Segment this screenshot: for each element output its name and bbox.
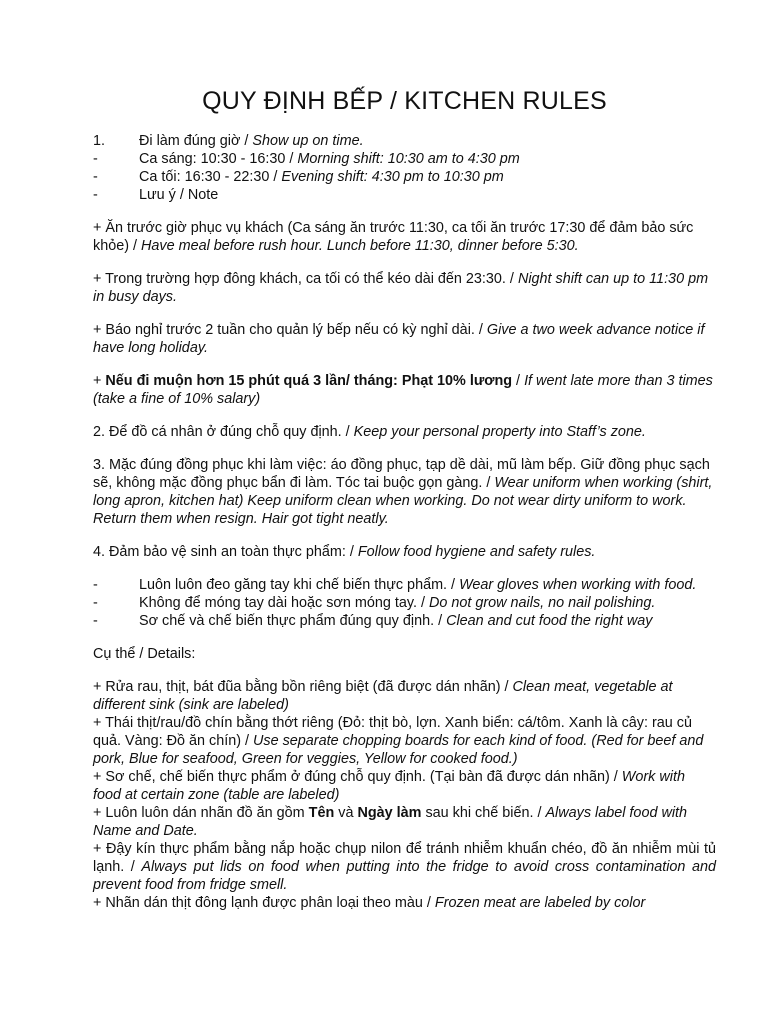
detail-sinks: + Rửa rau, thịt, bát đũa bằng bồn riêng biệt (đã được dán nhãn) / Clean meat, vegetable at different sink (sink are labeled) xyxy=(93,679,673,713)
rule-2: 2. Để đồ cá nhân ở đúng chỗ quy định. / Keep your personal property into Staff’s zone. xyxy=(93,424,646,440)
rule-3: 3. Mặc đúng đồng phục khi làm việc: áo đồng phục, tạp dề dài, mũ làm bếp. Giữ đồng phục sạch sẽ, không mặc đồng phục bẩn đi làm. Tóc tai buộc gọn gàng. / Wear uniform when working (shirt, long apron, kitchen hat) Keep uniform clean when working. Do not wear dirty uniform to work. Return them when resign. Hair got tight neatly. xyxy=(93,457,713,527)
note-night-shift: + Trong trường hợp đông khách, ca tối có thể kéo dài đến 23:30. / Night shift can up to 11:30 pm in busy days. xyxy=(93,271,709,305)
shift-evening-text: Ca tối: 16:30 - 22:30 / Evening shift: 4:30 pm to 10:30 pm xyxy=(139,169,504,185)
note-label: Lưu ý / Note xyxy=(139,187,219,203)
rule-1-text: Đi làm đúng giờ / Show up on time. xyxy=(139,133,364,149)
shift-evening xyxy=(93,168,716,186)
rule-4-gloves: - Luôn luôn đeo găng tay khi chế biến thực phẩm. / Wear gloves when working with food. xyxy=(93,577,697,593)
detail-frozen: + Nhãn dán thịt đông lạnh được phân loại theo màu / Frozen meat are labeled by color xyxy=(93,895,646,911)
late-rule: + Nếu đi muộn hơn 15 phút quá 3 lần/ tháng: Phạt 10% lương / If went late more than 3 times (take a fine of 10% salary) xyxy=(93,373,713,407)
page-title: QUY ĐỊNH BẾP / KITCHEN RULES xyxy=(202,87,607,115)
list-marker: 1. xyxy=(93,133,106,149)
note-line xyxy=(93,186,716,204)
detail-labels: + Luôn luôn dán nhãn đồ ăn gồm Tên và Ngày làm sau khi chế biến. / Always label food with Name and Date. xyxy=(93,805,688,839)
detail-lids: + Đậy kín thực phẩm bằng nắp hoặc chụp nilon để tránh nhiễm khuẩn chéo, đồ ăn nhiễm mùi tủ lạnh. / Always put lids on food when putting into the fridge to avoid cross contamination and prevent food from fridge smell. xyxy=(93,841,716,893)
list-marker: - xyxy=(93,151,98,167)
detail-zones: + Sơ chế, chế biến thực phẩm ở đúng chỗ quy định. (Tại bàn đã được dán nhãn) / Work with food at certain zone (table are labeled) xyxy=(93,769,685,803)
rule-4-prep: - Sơ chế và chế biến thực phẩm đúng quy định. / Clean and cut food the right way xyxy=(93,613,653,629)
note-meal: + Ăn trước giờ phục vụ khách (Ca sáng ăn trước 11:30, ca tối ăn trước 17:30 để đảm bảo sức khỏe) / Have meal before rush hour. Lunch before 11:30, dinner before 5:30. xyxy=(93,220,694,254)
list-marker: - xyxy=(93,577,98,593)
list-marker: - xyxy=(93,595,98,611)
rule-4-nails: - Không để móng tay dài hoặc sơn móng tay. / Do not grow nails, no nail polishing. xyxy=(93,595,656,611)
shift-morning xyxy=(93,150,716,168)
rule-4: 4. Đảm bảo vệ sinh an toàn thực phẩm: / Follow food hygiene and safety rules. xyxy=(93,544,596,560)
list-marker: - xyxy=(93,169,98,185)
shift-morning-text: Ca sáng: 10:30 - 16:30 / Morning shift: 10:30 am to 4:30 pm xyxy=(139,151,520,167)
list-marker: - xyxy=(93,613,98,629)
late-rule-bold: Nếu đi muộn hơn 15 phút quá 3 lần/ tháng: Phạt 10% lương xyxy=(105,373,513,389)
details-heading: Cụ thể / Details: xyxy=(93,646,196,662)
list-marker: - xyxy=(93,187,98,203)
note-holiday: + Báo nghỉ trước 2 tuần cho quản lý bếp nếu có kỳ nghỉ dài. / Give a two week advance notice if have long holiday. xyxy=(93,322,705,356)
rule-1 xyxy=(93,132,716,150)
detail-boards: + Thái thịt/rau/đồ chín bằng thớt riêng (Đỏ: thịt bò, lợn. Xanh biển: cá/tôm. Xanh là cây: rau củ quả. Vàng: Đồ ăn chín) / Use separate chopping boards for each kind of food. (Red for beef and pork, Blue for seafood, Green for veggies, Yellow for cooked food.) xyxy=(93,715,704,767)
